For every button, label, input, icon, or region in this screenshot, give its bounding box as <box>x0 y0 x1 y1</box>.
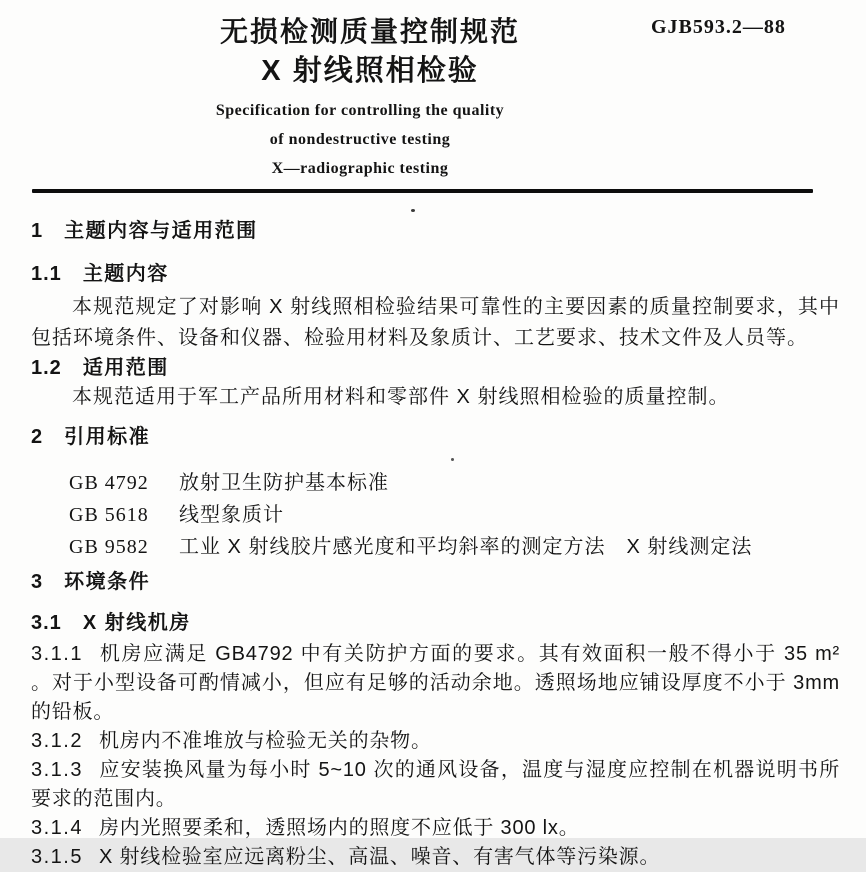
section-title: 主题内容与适用范围 <box>64 220 258 242</box>
title-en-line-2: of nondestructive testing <box>269 131 451 148</box>
document-subtitle-zh: X 射线照相检验 <box>261 55 479 87</box>
reference-row <box>31 531 840 563</box>
clause-number: 3.1.1 <box>31 643 83 665</box>
section-heading-3-1 <box>31 610 840 636</box>
reference-row <box>31 499 840 531</box>
section-heading-1-2 <box>31 355 840 381</box>
clause-list <box>31 640 840 872</box>
document-header <box>0 0 866 183</box>
document-title-en-block <box>0 96 720 183</box>
reference-list <box>31 467 840 563</box>
section-number: 3 <box>31 571 44 593</box>
standard-number: GJB593.2—88 <box>651 16 786 38</box>
section-number: 1.1 <box>31 263 62 285</box>
clause-text: X 射线检验室应远离粉尘、高温、噪音、有害气体等污染源。 <box>98 846 661 868</box>
clause-text: 机房应满足 GB4792 中有关防护方面的要求。其有效面积一般不得小于 35 m² 。对于小型设备可酌情减小，但应有足够的活动余地。透照场地应铺设厚度不小于 3mm 的铅板。 <box>31 643 840 723</box>
title-en-line-1: Specification for controlling the quality <box>215 102 505 119</box>
document-body <box>31 218 840 872</box>
section-heading-1 <box>31 218 840 244</box>
document-title-zh: 无损检测质量控制规范 <box>219 16 520 47</box>
clause-3-1-2 <box>31 727 840 756</box>
clause-number: 3.1.5 <box>31 846 83 868</box>
paragraph-1-1: 本规范规定了对影响 X 射线照相检验结果可靠性的主要因素的质量控制要求，其中包括环境条件、设备和仪器、检验用材料及象质计、工艺要求、技术文件及人员等。 <box>31 296 840 349</box>
section-heading-1-1 <box>31 261 840 287</box>
reference-code: GB 4792 <box>69 472 149 494</box>
header-divider-rule <box>32 189 813 193</box>
section-title: X 射线机房 <box>82 612 191 634</box>
reference-title: 工业 X 射线胶片感光度和平均斜率的测定方法 X 射线测定法 <box>179 536 753 558</box>
section-title: 适用范围 <box>82 357 169 379</box>
section-heading-3 <box>31 569 840 595</box>
section-title: 环境条件 <box>64 571 151 593</box>
section-number: 1 <box>31 220 44 242</box>
clause-text: 机房内不准堆放与检验无关的杂物。 <box>98 730 432 752</box>
reference-title: 线型象质计 <box>179 504 284 526</box>
section-heading-2 <box>31 424 840 450</box>
reference-row <box>31 467 840 499</box>
clause-3-1-1 <box>31 640 840 727</box>
clause-3-1-3 <box>31 756 840 814</box>
reference-code: GB 5618 <box>69 504 149 526</box>
reference-code: GB 9582 <box>69 536 149 558</box>
section-number: 2 <box>31 426 44 448</box>
clause-number: 3.1.3 <box>31 759 83 781</box>
clause-text: 房内光照要柔和，透照场内的照度不应低于 300 lx。 <box>98 817 580 839</box>
clause-number: 3.1.2 <box>31 730 83 752</box>
clause-text: 应安装换风量为每小时 5~10 次的通风设备，温度与湿度应控制在机器说明书所要求的范围内。 <box>31 759 840 810</box>
reference-title: 放射卫生防护基本标准 <box>179 472 389 494</box>
section-number: 1.2 <box>31 357 62 379</box>
clause-number: 3.1.4 <box>31 817 83 839</box>
section-number: 3.1 <box>31 612 62 634</box>
clause-3-1-4 <box>31 814 840 843</box>
title-en-line-3: X—radiographic testing <box>271 160 449 177</box>
section-title: 引用标准 <box>64 426 151 448</box>
scan-speck <box>451 458 454 461</box>
section-title: 主题内容 <box>82 263 169 285</box>
paragraph-1-2: 本规范适用于军工产品所用材料和零部件 X 射线照相检验的质量控制。 <box>72 386 730 408</box>
clause-3-1-5 <box>31 843 840 872</box>
scan-speck <box>411 209 415 212</box>
